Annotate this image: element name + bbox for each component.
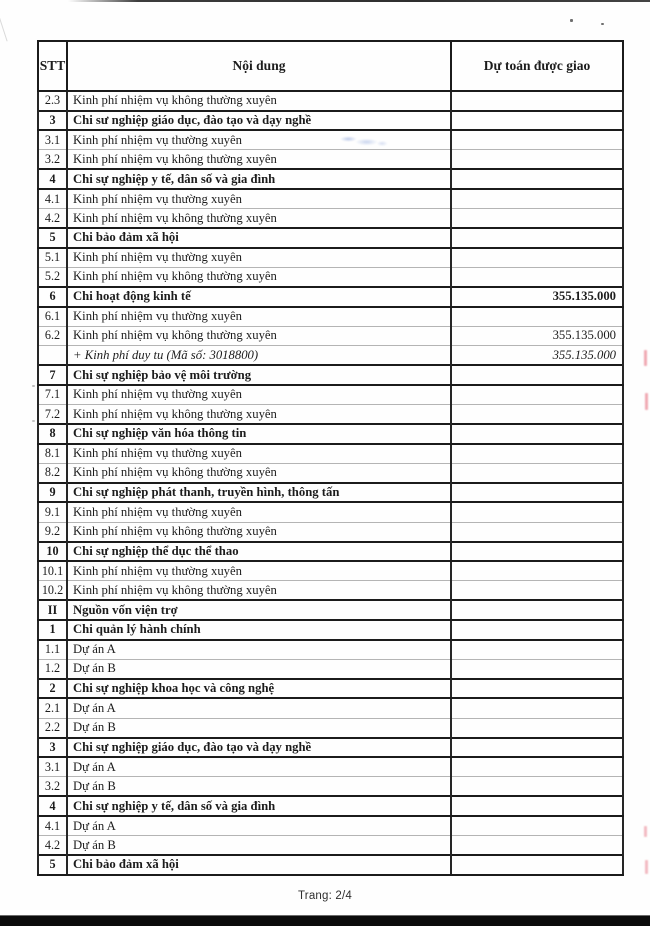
cell-stt: 3 bbox=[38, 738, 67, 758]
table-row bbox=[38, 522, 623, 542]
cell-amount bbox=[451, 169, 623, 189]
table-row bbox=[38, 679, 623, 699]
cell-content: Dự án B bbox=[67, 836, 451, 856]
cell-content: Dự án B bbox=[67, 659, 451, 679]
cell-content: Kinh phí nhiệm vụ không thường xuyên bbox=[67, 150, 451, 170]
table-row bbox=[38, 698, 623, 718]
cell-stt: 2.3 bbox=[38, 91, 67, 111]
cell-content: Kinh phí nhiệm vụ không thường xuyên bbox=[67, 405, 451, 425]
cell-stt: 8.2 bbox=[38, 463, 67, 483]
cell-content: Kinh phí nhiệm vụ không thường xuyên bbox=[67, 267, 451, 287]
cell-amount bbox=[451, 424, 623, 444]
cell-content: Dự án A bbox=[67, 757, 451, 777]
cell-amount bbox=[451, 463, 623, 483]
cell-stt: 10.1 bbox=[38, 561, 67, 581]
cell-stt: 4.1 bbox=[38, 189, 67, 209]
cell-amount bbox=[451, 365, 623, 385]
cell-content: + Kinh phí duy tu (Mã số: 3018800) bbox=[67, 346, 451, 366]
cell-content: Chi hoạt động kinh tế bbox=[67, 287, 451, 307]
cell-content: Chi sư nghiệp giáo dục, đào tạo và dạy nghề bbox=[67, 111, 451, 131]
table-row bbox=[38, 738, 623, 758]
table-row bbox=[38, 385, 623, 405]
cell-content: Dự án A bbox=[67, 698, 451, 718]
cell-content: Chi sự nghiệp văn hóa thông tin bbox=[67, 424, 451, 444]
table-row bbox=[38, 542, 623, 562]
cell-stt: 4 bbox=[38, 796, 67, 816]
cell-amount bbox=[451, 444, 623, 464]
budget-allocation-table bbox=[37, 40, 624, 876]
cell-content: Kinh phí nhiệm vụ không thường xuyên bbox=[67, 522, 451, 542]
table-row bbox=[38, 718, 623, 738]
cell-amount bbox=[451, 209, 623, 229]
cell-content: Dự án B bbox=[67, 777, 451, 797]
cell-amount bbox=[451, 405, 623, 425]
scan-artifact-pink-bleed bbox=[644, 826, 647, 837]
table-row bbox=[38, 796, 623, 816]
table-row bbox=[38, 777, 623, 797]
page-number: Trang: 2/4 bbox=[298, 890, 352, 902]
cell-stt: 3 bbox=[38, 111, 67, 131]
table-row bbox=[38, 816, 623, 836]
cell-amount bbox=[451, 836, 623, 856]
cell-stt: 5 bbox=[38, 228, 67, 248]
table-row bbox=[38, 640, 623, 660]
cell-amount bbox=[451, 385, 623, 405]
cell-content: Chi sự nghiệp bảo vệ môi trường bbox=[67, 365, 451, 385]
scan-artifact-pink-bleed bbox=[645, 860, 648, 874]
table-row bbox=[38, 424, 623, 444]
cell-stt: 7.2 bbox=[38, 405, 67, 425]
scan-artifact-speck bbox=[32, 420, 35, 422]
table-row bbox=[38, 169, 623, 189]
cell-content: Kinh phí nhiệm vụ thường xuyên bbox=[67, 444, 451, 464]
column-header-content: Nội dung bbox=[67, 41, 451, 91]
cell-content: Kinh phí nhiệm vụ thường xuyên bbox=[67, 248, 451, 268]
cell-stt: 10 bbox=[38, 542, 67, 562]
cell-stt: 3.1 bbox=[38, 757, 67, 777]
table-row bbox=[38, 209, 623, 229]
cell-content: Dự án A bbox=[67, 816, 451, 836]
table-row bbox=[38, 757, 623, 777]
table-row bbox=[38, 150, 623, 170]
cell-stt: 4.2 bbox=[38, 209, 67, 229]
cell-content: Chi sự nghiệp phát thanh, truyền hình, thông tấn bbox=[67, 483, 451, 503]
cell-content: Kinh phí nhiệm vụ không thường xuyên bbox=[67, 581, 451, 601]
cell-stt: 5.1 bbox=[38, 248, 67, 268]
column-header-stt: STT bbox=[38, 41, 67, 91]
cell-amount bbox=[451, 718, 623, 738]
cell-amount bbox=[451, 522, 623, 542]
scan-artifact-speck bbox=[601, 23, 604, 25]
cell-content: Kinh phí nhiệm vụ không thường xuyên bbox=[67, 209, 451, 229]
cell-amount bbox=[451, 91, 623, 111]
table-row bbox=[38, 91, 623, 111]
cell-amount bbox=[451, 777, 623, 797]
table-header-row bbox=[38, 41, 623, 91]
cell-amount bbox=[451, 150, 623, 170]
table-row bbox=[38, 463, 623, 483]
cell-content: Kinh phí nhiệm vụ thường xuyên bbox=[67, 502, 451, 522]
cell-stt: 7.1 bbox=[38, 385, 67, 405]
cell-amount bbox=[451, 248, 623, 268]
cell-content: Kinh phí nhiệm vụ không thường xuyên bbox=[67, 91, 451, 111]
table-row bbox=[38, 346, 623, 366]
table-row bbox=[38, 620, 623, 640]
cell-stt: 3.2 bbox=[38, 777, 67, 797]
cell-stt: 3.1 bbox=[38, 130, 67, 150]
cell-amount bbox=[451, 228, 623, 248]
cell-amount bbox=[451, 561, 623, 581]
scan-artifact-corner-crease bbox=[0, 13, 8, 42]
cell-content: Kinh phí nhiệm vụ thường xuyên bbox=[67, 130, 451, 150]
cell-stt: 6 bbox=[38, 287, 67, 307]
cell-stt: 9.1 bbox=[38, 502, 67, 522]
cell-amount bbox=[451, 267, 623, 287]
cell-amount bbox=[451, 679, 623, 699]
table-row bbox=[38, 855, 623, 875]
cell-amount bbox=[451, 738, 623, 758]
table-row bbox=[38, 483, 623, 503]
scan-artifact-pink-bleed bbox=[644, 350, 647, 366]
table-row bbox=[38, 189, 623, 209]
cell-stt: 4.1 bbox=[38, 816, 67, 836]
cell-content: Dự án A bbox=[67, 640, 451, 660]
cell-stt: 7 bbox=[38, 365, 67, 385]
cell-content: Kinh phí nhiệm vụ thường xuyên bbox=[67, 385, 451, 405]
cell-content: Kinh phí nhiệm vụ thường xuyên bbox=[67, 561, 451, 581]
cell-amount: 355.135.000 bbox=[451, 346, 623, 366]
cell-amount bbox=[451, 189, 623, 209]
cell-stt: 5 bbox=[38, 855, 67, 875]
cell-stt bbox=[38, 346, 67, 366]
scan-artifact-speck bbox=[570, 19, 573, 22]
cell-stt: 2.2 bbox=[38, 718, 67, 738]
scan-artifact-speck bbox=[32, 385, 35, 387]
table-row bbox=[38, 600, 623, 620]
cell-stt: 8.1 bbox=[38, 444, 67, 464]
table-row bbox=[38, 365, 623, 385]
cell-content: Kinh phí nhiệm vụ thường xuyên bbox=[67, 307, 451, 327]
cell-amount bbox=[451, 502, 623, 522]
cell-stt: 5.2 bbox=[38, 267, 67, 287]
table-row bbox=[38, 248, 623, 268]
cell-stt: 2 bbox=[38, 679, 67, 699]
cell-content: Kinh phí nhiệm vụ không thường xuyên bbox=[67, 326, 451, 346]
cell-content: Chi sự nghiệp y tế, dân số và gia đình bbox=[67, 169, 451, 189]
cell-amount bbox=[451, 600, 623, 620]
cell-content: Dự án B bbox=[67, 718, 451, 738]
cell-amount bbox=[451, 130, 623, 150]
cell-stt: 4 bbox=[38, 169, 67, 189]
cell-stt: 8 bbox=[38, 424, 67, 444]
column-header-amount: Dự toán được giao bbox=[451, 41, 623, 91]
table-row bbox=[38, 659, 623, 679]
cell-stt: 10.2 bbox=[38, 581, 67, 601]
cell-amount bbox=[451, 816, 623, 836]
cell-amount bbox=[451, 307, 623, 327]
scan-artifact-top-edge-line bbox=[68, 0, 650, 2]
table-row bbox=[38, 287, 623, 307]
cell-stt: 6.2 bbox=[38, 326, 67, 346]
cell-amount bbox=[451, 659, 623, 679]
cell-amount: 355.135.000 bbox=[451, 326, 623, 346]
cell-content: Nguồn vốn viện trợ bbox=[67, 600, 451, 620]
table-row bbox=[38, 444, 623, 464]
cell-content: Chi sự nghiệp khoa học và công nghệ bbox=[67, 679, 451, 699]
cell-content: Chi bảo đảm xã hội bbox=[67, 228, 451, 248]
cell-content: Chi sự nghiệp thể dục thể thao bbox=[67, 542, 451, 562]
cell-content: Kinh phí nhiệm vụ không thường xuyên bbox=[67, 463, 451, 483]
cell-amount bbox=[451, 698, 623, 718]
cell-amount bbox=[451, 620, 623, 640]
cell-amount bbox=[451, 581, 623, 601]
cell-content: Chi sự nghiệp giáo dục, đào tạo và dạy nghề bbox=[67, 738, 451, 758]
cell-stt: 3.2 bbox=[38, 150, 67, 170]
table-row bbox=[38, 561, 623, 581]
table-row bbox=[38, 228, 623, 248]
table-row bbox=[38, 267, 623, 287]
cell-amount bbox=[451, 855, 623, 875]
cell-amount: 355.135.000 bbox=[451, 287, 623, 307]
cell-content: Chi sự nghiệp y tế, dân số và gia đình bbox=[67, 796, 451, 816]
table-row bbox=[38, 502, 623, 522]
table-row bbox=[38, 405, 623, 425]
cell-stt: 9 bbox=[38, 483, 67, 503]
table-row bbox=[38, 326, 623, 346]
cell-amount bbox=[451, 542, 623, 562]
cell-stt: II bbox=[38, 600, 67, 620]
cell-stt: 1.1 bbox=[38, 640, 67, 660]
table-row bbox=[38, 836, 623, 856]
cell-stt: 1.2 bbox=[38, 659, 67, 679]
cell-stt: 1 bbox=[38, 620, 67, 640]
cell-stt: 4.2 bbox=[38, 836, 67, 856]
cell-content: Kinh phí nhiệm vụ thường xuyên bbox=[67, 189, 451, 209]
cell-amount bbox=[451, 640, 623, 660]
cell-stt: 2.1 bbox=[38, 698, 67, 718]
cell-content: Chi quản lý hành chính bbox=[67, 620, 451, 640]
table-row bbox=[38, 130, 623, 150]
scan-artifact-bottom-bar bbox=[0, 915, 650, 926]
table-row bbox=[38, 111, 623, 131]
cell-amount bbox=[451, 111, 623, 131]
cell-amount bbox=[451, 757, 623, 777]
table-row bbox=[38, 307, 623, 327]
scan-artifact-pink-bleed bbox=[645, 393, 648, 410]
cell-content: Chi bảo đảm xã hội bbox=[67, 855, 451, 875]
cell-amount bbox=[451, 796, 623, 816]
table-row bbox=[38, 581, 623, 601]
cell-stt: 6.1 bbox=[38, 307, 67, 327]
cell-stt: 9.2 bbox=[38, 522, 67, 542]
cell-amount bbox=[451, 483, 623, 503]
